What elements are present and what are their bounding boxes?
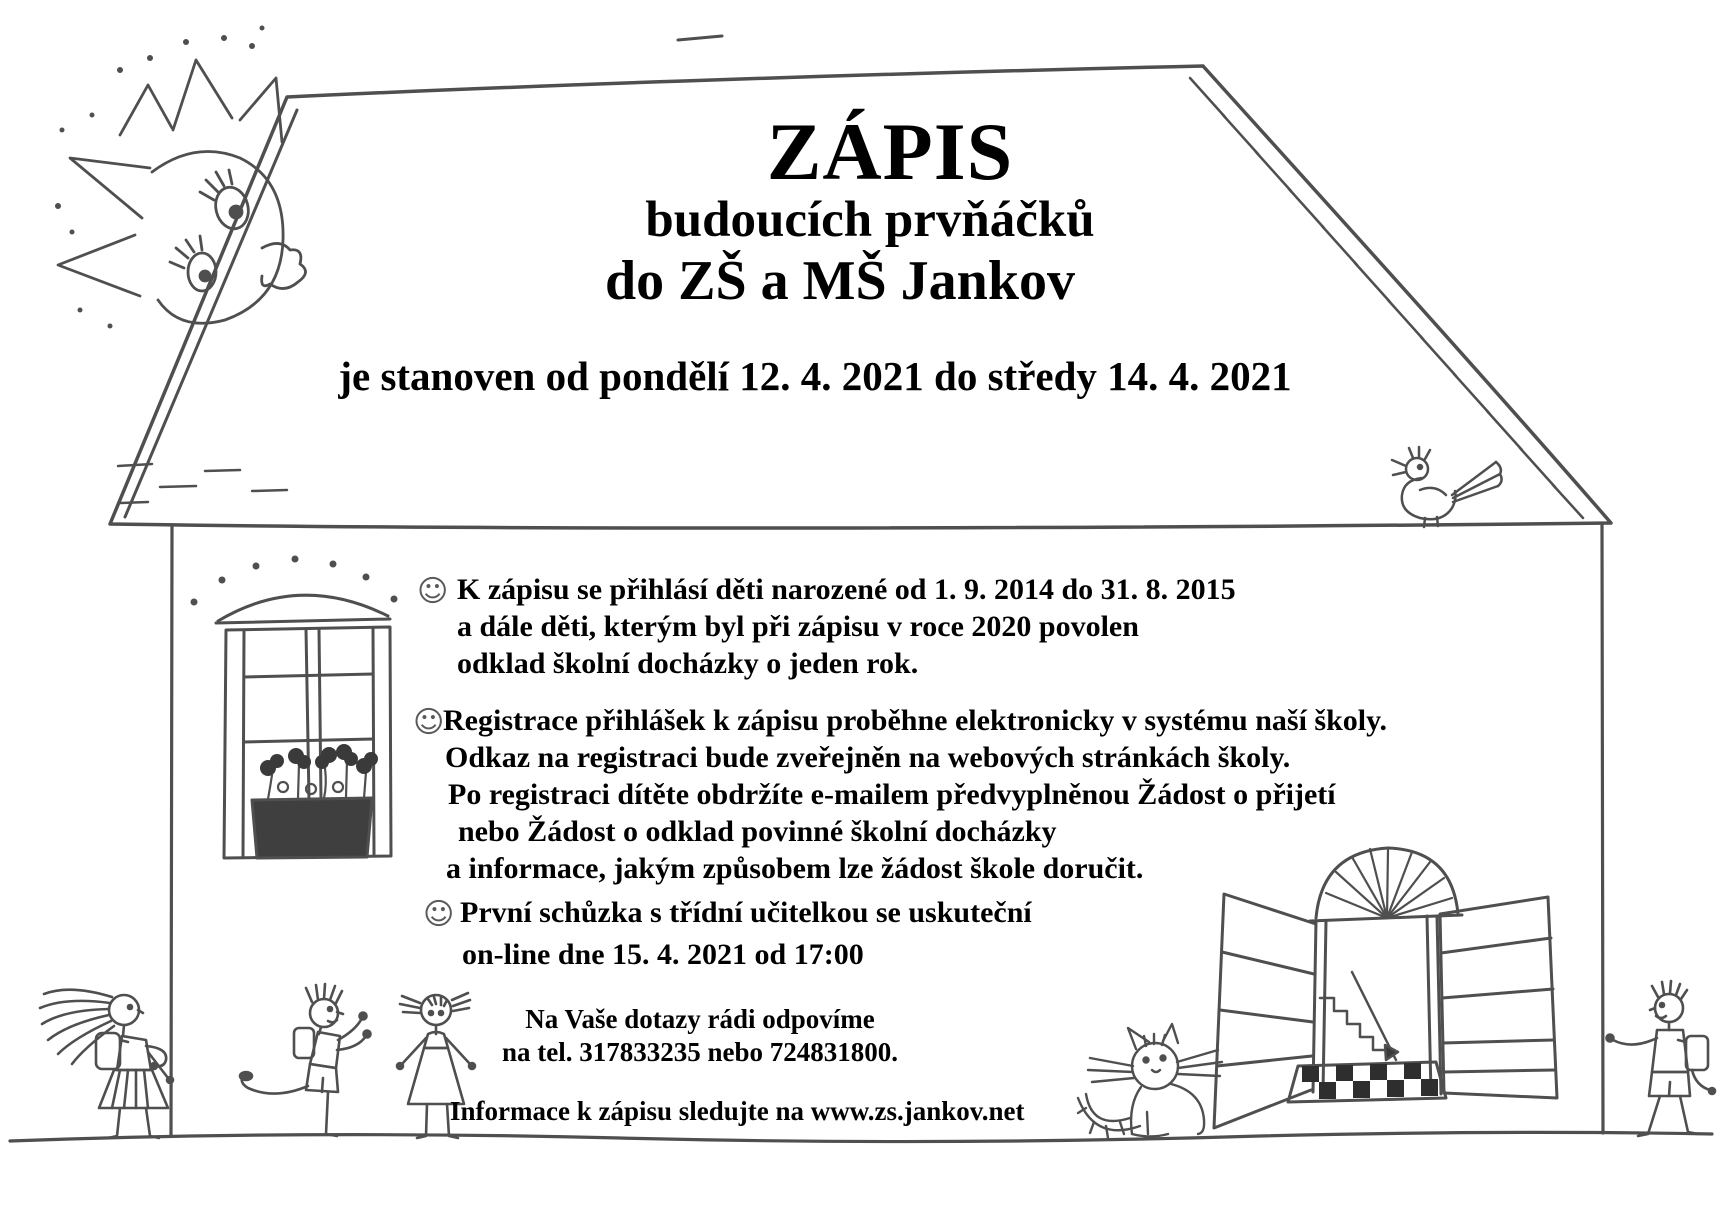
- website-info-line: Informace k zápisu sledujte na www.zs.jankov.net: [450, 1096, 1025, 1126]
- enrollment-date-line: je stanoven od pondělí 12. 4. 2021 do středy 14. 4. 2021: [338, 353, 1292, 399]
- walking-boy: [1607, 981, 1716, 1136]
- poster-title: ZÁPIS: [766, 106, 1014, 197]
- poster-subtitle: budoucích prvňáčků: [645, 192, 1095, 248]
- bullet2-line2: Odkaz na registraci bude zveřejněn na webových stránkách školy.: [445, 741, 1291, 774]
- smiley-icon: ☺: [417, 574, 449, 609]
- bullet1-line1: K zápisu se přihlásí děti narozené od 1. 9. 2014 do 31. 8. 2015: [457, 573, 1236, 606]
- contact-line1: Na Vaše dotazy rádi odpovíme: [525, 1004, 875, 1034]
- right-wall: [1602, 524, 1603, 1133]
- bullet2-line1: Registrace přihlášek k zápisu proběhne elektronicky v systému naší školy.: [443, 704, 1387, 737]
- smiley-icon: ☺: [423, 897, 455, 932]
- bullet2-line5: a informace, jakým způsobem lze žádost škole doručit.: [446, 852, 1144, 885]
- contact-phone-line: na tel. 317833235 nebo 724831800.: [501, 1037, 898, 1067]
- bullet2-line3: Po registraci dítěte obdržíte e-mailem předvyplněnou Žádost o přijetí: [448, 778, 1336, 811]
- school-name-line: do ZŠ a MŠ Jankov: [605, 250, 1075, 312]
- bullet3-line1: První schůzka s třídní učitelkou se uskuteční: [460, 896, 1032, 929]
- window: [191, 556, 398, 859]
- door: [1214, 848, 1557, 1128]
- bullet1-line2: a dále děti, kterým byl při zápisu v roce 2020 povolen: [457, 610, 1139, 643]
- ground-line: [10, 1132, 1712, 1141]
- window-arch-dots: [191, 556, 398, 606]
- bullet2-line4: nebo Žádost o odklad povinné školní docházky: [458, 815, 1057, 848]
- bullet3-line2: on-line dne 15. 4. 2021 od 17:00: [462, 938, 864, 971]
- smiley-icon: ☺: [413, 705, 445, 740]
- bullet1-line3: odklad školní docházky o jeden rok.: [457, 647, 919, 680]
